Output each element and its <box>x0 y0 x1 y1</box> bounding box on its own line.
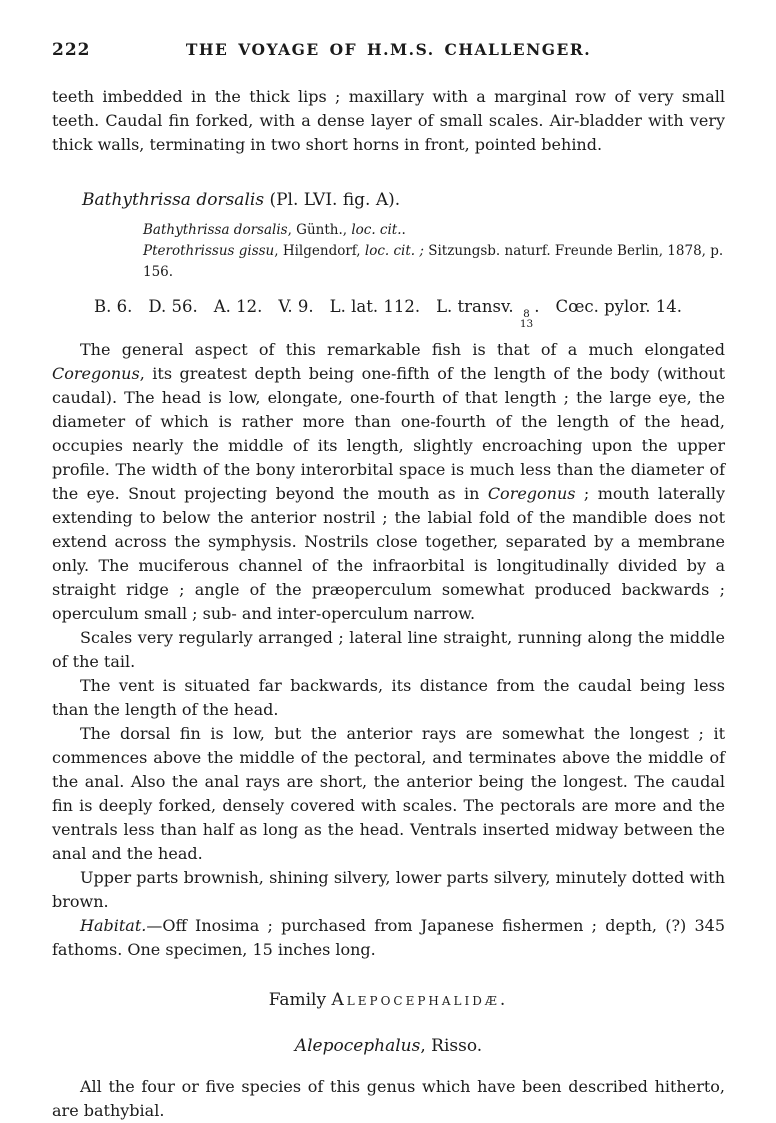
running-head <box>52 40 725 64</box>
family-name: Alepocephalidæ. <box>331 990 509 1010</box>
scales-paragraph: Scales very regularly arranged ; lateral line straight, running along the middle of the tail. <box>52 628 725 671</box>
habitat-text: —Off Inosima ; purchased from Japanese fishermen ; depth, (?) 345 fathoms. One specimen, 15 inches long. <box>52 916 725 959</box>
text-segment: ; mouth laterally extending to below the anterior nostril ; the labial fold of the mandible does not extend across the symphysis. Nostrils close together, separated by a membrane only. The muciferous channel of the infraorbital is longitudinally divided by a straight ridge ; angle of the præoperculum somewhat produced backwards ; operculum small ; sub- and inter-operculum narrow. <box>52 484 726 623</box>
synonym-name: Pterothrissus gissu <box>143 243 275 259</box>
formula-coecal: Cœc. pylor. 14. <box>555 297 683 316</box>
genus-mention: Coregonus <box>52 364 140 383</box>
vent-paragraph: The vent is situated far backwards, its distance from the caudal being less than the length of the head. <box>52 676 725 719</box>
fraction-denominator: 13 <box>519 317 534 330</box>
formula-transverse <box>436 297 540 330</box>
habitat-paragraph <box>52 914 725 962</box>
fraction-numerator: 8 <box>523 308 530 320</box>
transverse-fraction <box>520 310 533 329</box>
genus-heading <box>52 1034 725 1058</box>
intro-paragraph: teeth imbedded in the thick lips ; maxillary with a marginal row of very small teeth. Caudal fin forked, with a dense layer of small scales. Air-bladder with very thick walls, terminating in two short horns in front, pointed behind. <box>52 87 725 154</box>
synonym-citation: Sitzungsb. naturf. Freunde Berlin, 1878, p. 156. <box>143 243 724 280</box>
family-prefix: Family <box>268 990 332 1010</box>
family-heading <box>52 988 725 1012</box>
species-plate-ref: (Pl. LVI. fig. A). <box>264 190 401 210</box>
formula-anal: A. 12. <box>213 297 263 316</box>
synonym-author: , Hilgendorf, <box>274 243 365 259</box>
closing-paragraph: All the four or five species of this genus which have been described hitherto, are bathybial. <box>52 1077 725 1120</box>
habitat-label: Habitat. <box>80 916 147 935</box>
formula-lateral-line: L. lat. 112. <box>329 297 421 316</box>
formula-ventral: V. 9. <box>278 297 314 316</box>
dorsal-fin-paragraph: The dorsal fin is low, but the anterior rays are somewhat the longest ; it commences above the middle of the pectoral, and terminates above the middle of the anal. Also the anal rays are short, the anterior being the longest. The caudal fin is deeply forked, densely covered with scales. The pectorals are more and the ventrals less than half as long as the head. Ventrals inserted midway between the anal and the head. <box>52 724 725 863</box>
formula-dorsal: D. 56. <box>148 297 198 316</box>
synonym-loc-cit: loc. cit. <box>351 222 402 238</box>
species-name: Bathythrissa dorsalis <box>82 190 265 210</box>
species-heading <box>82 188 725 212</box>
text-segment: , its greatest depth being one-fifth of the length of the body (without caudal). The head is low, elongate, one-fourth of that length ; the large eye, the diameter of which is rather more than one-fourth of the length of the head, occupies nearly the middle of its length, slightly encroaching upon the upper profile. The width of the bony interorbital space is much less than the diameter of the eye. Snout projecting beyond the mouth as in <box>52 364 725 503</box>
synonym-name: Bathythrissa dorsalis <box>143 222 288 238</box>
general-aspect-paragraph <box>52 338 725 626</box>
coloration-paragraph: Upper parts brownish, shining silvery, lower parts silvery, minutely dotted with brown. <box>52 868 725 911</box>
text-segment: The general aspect of this remarkable fish is that of a much elongated <box>80 340 725 359</box>
synonymy-block <box>143 220 725 283</box>
synonym-author: , Günth., <box>287 222 352 238</box>
genus-name: Alepocephalus <box>294 1036 421 1056</box>
running-title: THE VOYAGE OF H.M.S. CHALLENGER. <box>185 40 592 59</box>
description-block <box>52 338 725 962</box>
fin-ray-formula <box>94 294 725 329</box>
synonymy-line-2 <box>143 241 725 283</box>
page-number: 222 <box>52 40 91 60</box>
synonym-end: . <box>401 222 406 238</box>
formula-branchiostegals: B. 6. <box>94 297 133 316</box>
formula-transverse-label: L. transv. <box>436 297 519 316</box>
synonymy-line-1 <box>143 220 725 241</box>
formula-transverse-period: . <box>534 297 540 316</box>
genus-mention: Coregonus <box>487 484 576 503</box>
synonym-loc-cit: loc. cit. ; <box>364 243 424 259</box>
genus-author: , Risso. <box>420 1036 483 1056</box>
